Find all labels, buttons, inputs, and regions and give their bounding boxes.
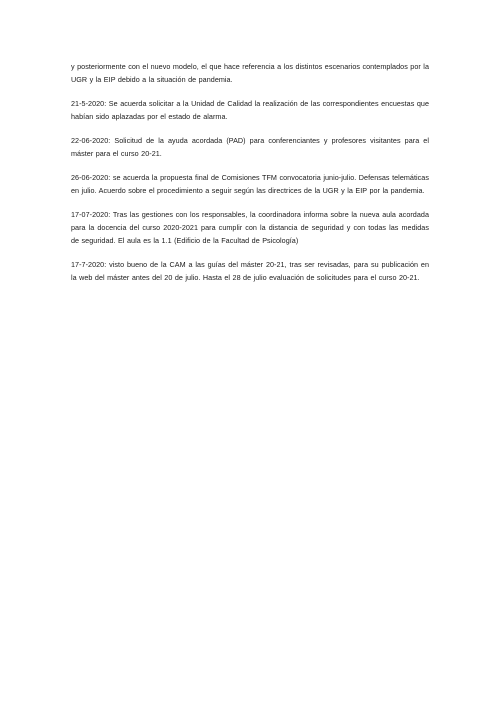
paragraph-17-07-2020: 17-07-2020: Tras las gestiones con los responsables, la coordinadora informa sobre la nueva aula acordada para la docencia del curso 2020-2021 para cumplir con la distancia de seguridad y con todas las medidas de seguridad. El aula es la 1.1 (Edificio de la Facultad de Psicología): [71, 209, 429, 246]
document-page: [71, 60, 429, 295]
paragraph-21-5-2020: 21-5-2020: Se acuerda solicitar a la Unidad de Calidad la realización de las correspondientes encuestas que habían sido aplazadas por el estado de alarma.: [71, 98, 429, 122]
paragraph-continuation: y posteriormente con el nuevo modelo, el que hace referencia a los distintos escenarios contemplados por la UGR y la EIP debido a la situación de pandemia.: [71, 62, 429, 85]
paragraph-17-7-2020: 17-7-2020: visto bueno de la CAM a las guías del máster 20-21, tras ser revisadas, para su publicación en la web del máster antes del 20 de julio. Hasta el 28 de julio evaluación de solicitudes para el curso 20-21.: [71, 259, 429, 282]
paragraph-26-06-2020: 26-06-2020: se acuerda la propuesta final de Comisiones TFM convocatoria junio-julio. Defensas telemáticas en julio. Acuerdo sobre el procedimiento a seguir según las directrices de la UGR y la EIP por la pandemia.: [71, 172, 429, 195]
paragraph-22-06-2020: 22-06-2020: Solicitud de la ayuda acordada (PAD) para conferenciantes y profesores visitantes para el máster para el curso 20-21.: [71, 135, 429, 159]
